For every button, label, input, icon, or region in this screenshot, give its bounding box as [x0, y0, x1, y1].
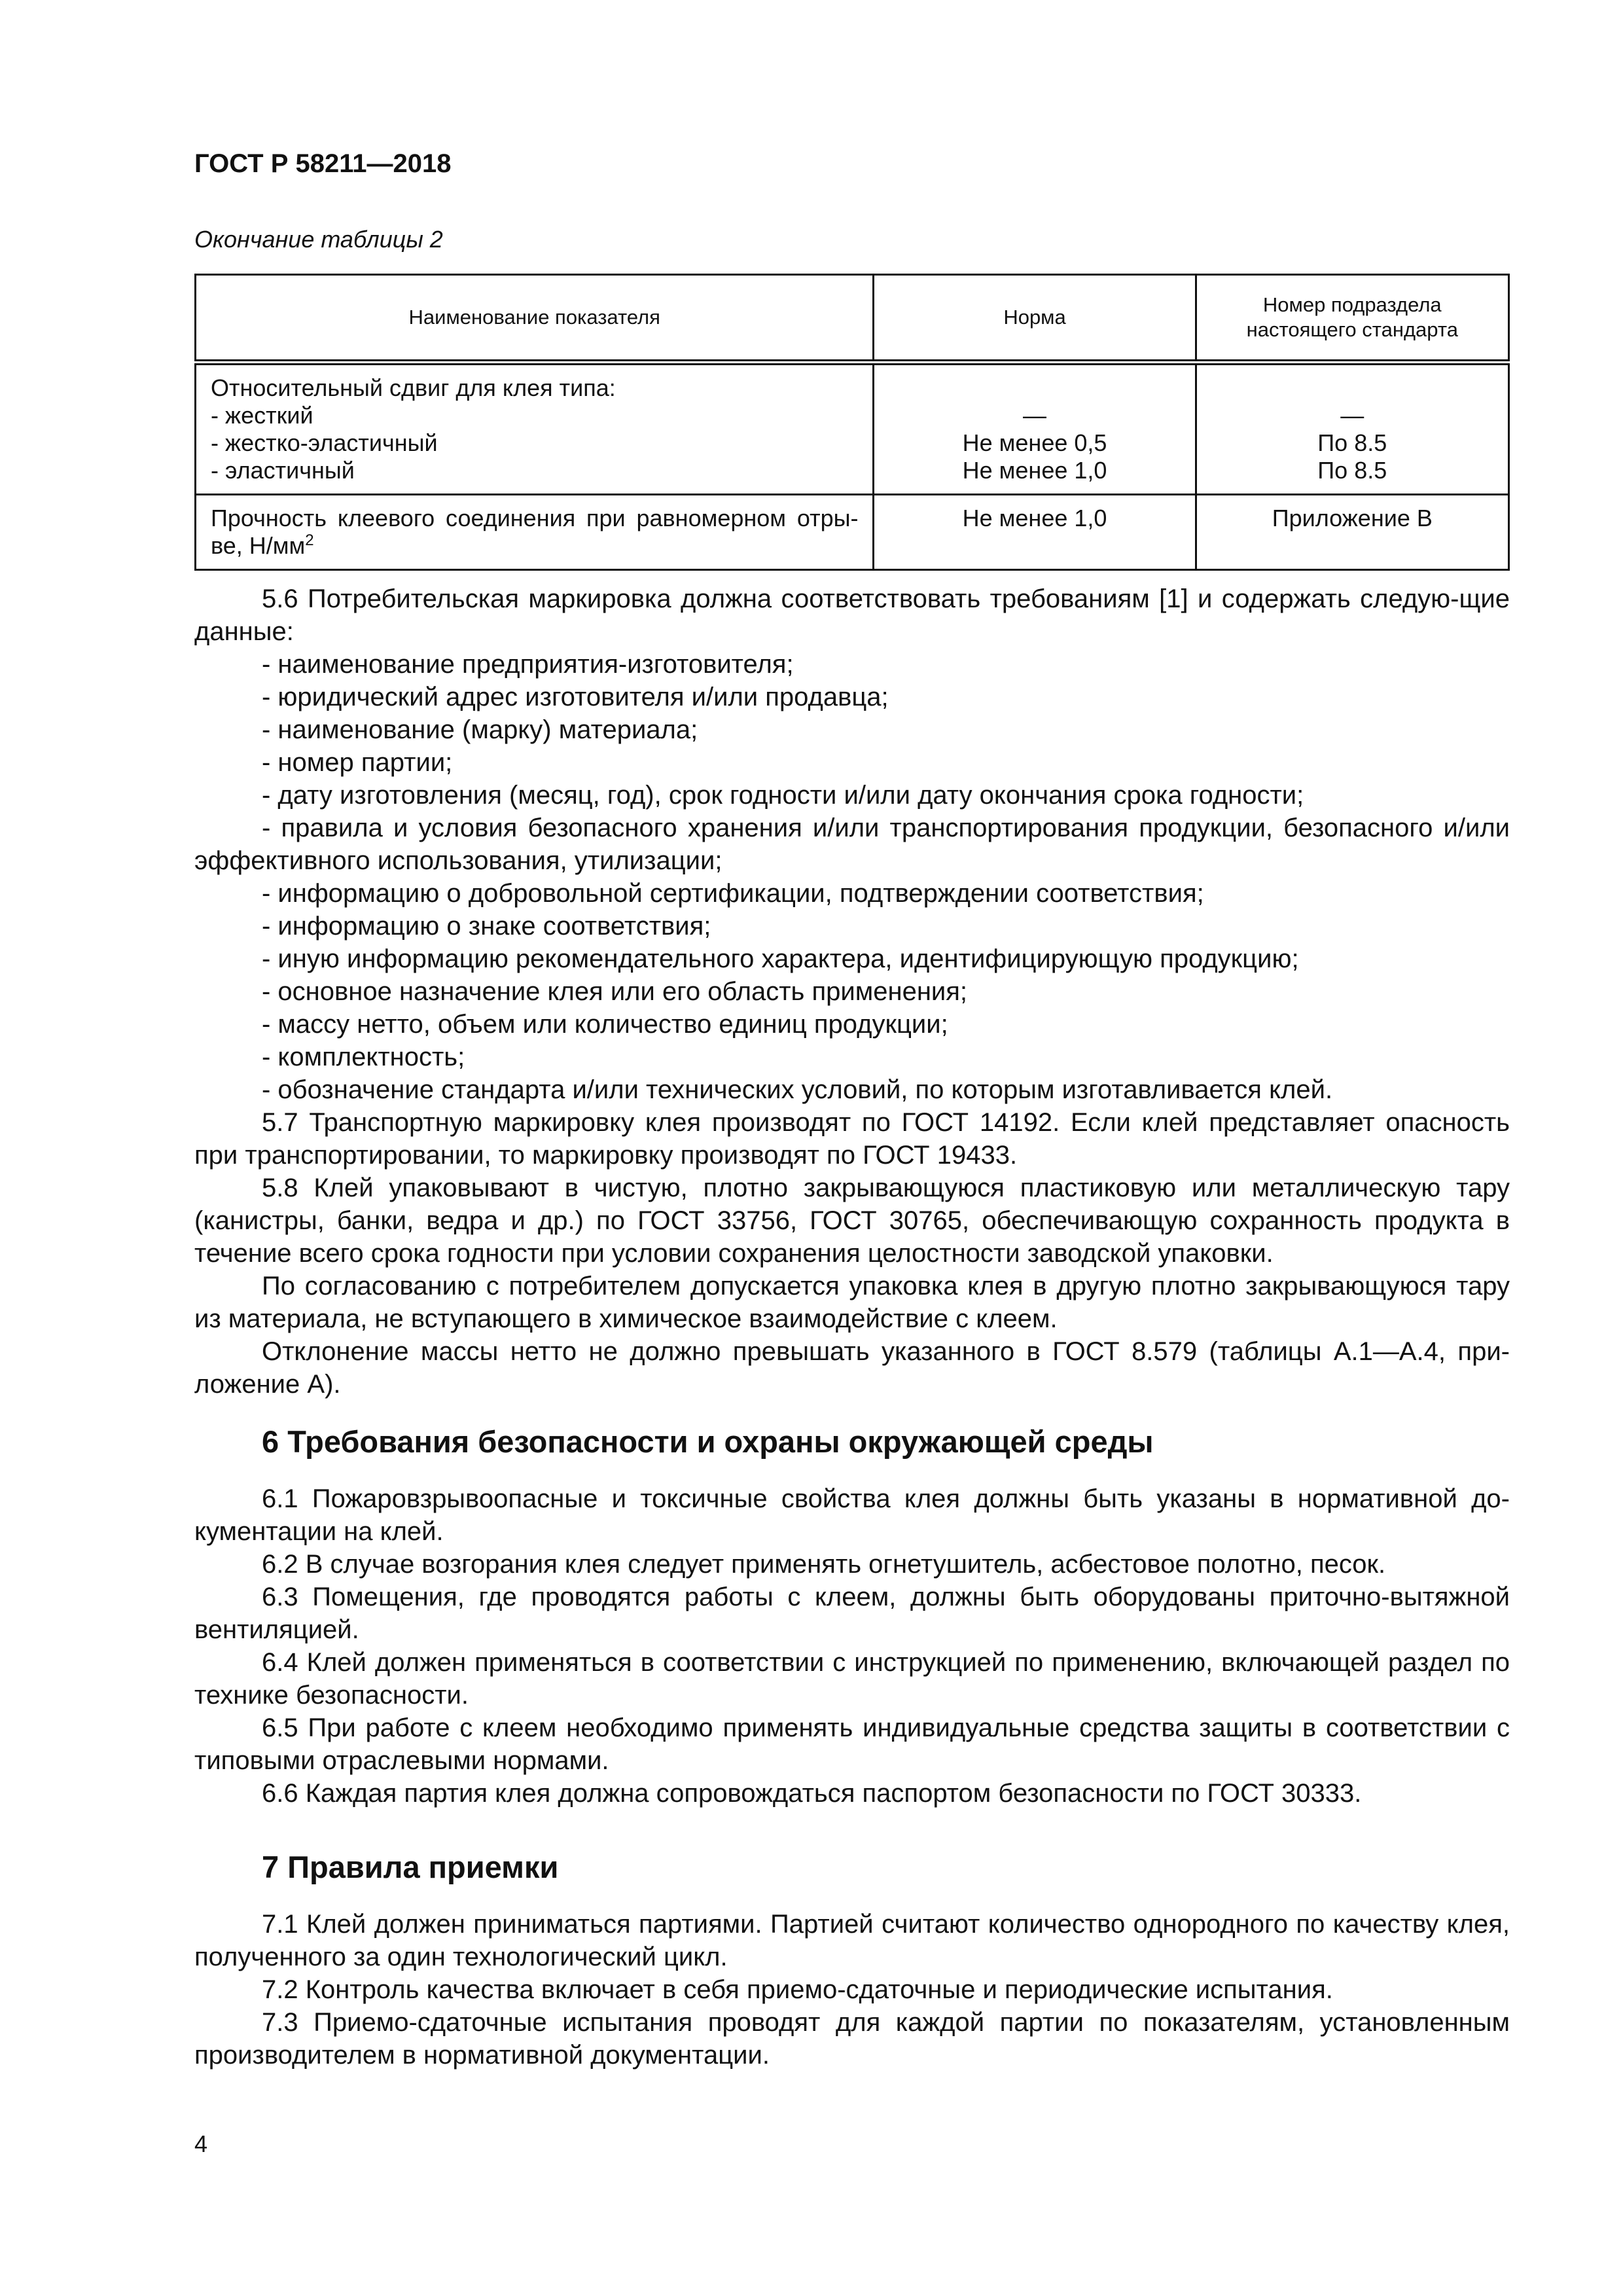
paragraph-6-5: 6.5 При работе с клеем необходимо применять индивидуальные средства защиты в соответствии с типовыми отраслевыми нормами. [194, 1713, 1510, 1775]
page-number: 4 [194, 2130, 208, 2157]
cell-line: Не менее 0,5 [962, 429, 1107, 456]
table-cell-norm [874, 363, 1196, 495]
paragraph-6-2: 6.2 В случае возгорания клея следует применять огнетушитель, асбестовое полотно, песок. [262, 1550, 1386, 1579]
cell-line: - жесткий [211, 402, 313, 429]
list-item: - массу нетто, объем или количество единиц продукции; [262, 1010, 948, 1039]
table-cell-name [196, 363, 874, 495]
section-7-body [194, 1908, 1510, 2072]
list-item: - обозначение стандарта и/или технических условий, по которым изготавливается клей. [262, 1075, 1333, 1104]
list-item: - наименование предприятия-изготовителя; [262, 650, 794, 679]
list-item: - иную информацию рекомендательного характера, идентифицирующую продукцию; [262, 944, 1299, 973]
list-item: - номер партии; [262, 748, 453, 777]
table-row [196, 363, 1509, 495]
paragraph-5-8: 5.8 Клей упаковывают в чистую, плотно закрывающуюся пластиковую или металлическую тару (канистры, банки, ведра и др.) по ГОСТ 33756, ГОСТ 30765, обеспечивающую сохранность продукта в течение всего срока годности при условии сохранения целостности заводской упаковки. [194, 1174, 1510, 1268]
section-7-heading: 7 Правила приемки [262, 1850, 559, 1884]
cell-line: По 8.5 [1317, 457, 1387, 484]
table-row [196, 495, 1509, 570]
cell-line: Относительный сдвиг для клея типа: [211, 374, 616, 401]
section-5-body [194, 583, 1510, 1401]
cell-text: Прочность клеевого соединения при равномерном отры-ве, Н/мм [211, 505, 859, 559]
cell-line: По 8.5 [1317, 429, 1387, 456]
paragraph-6-6: 6.6 Каждая партия клея должна сопровождаться паспортом безопасности по ГОСТ 30333. [262, 1779, 1362, 1808]
table-cell-reference [1196, 363, 1508, 495]
cell-line [889, 374, 1180, 402]
superscript: 2 [305, 531, 314, 549]
table-caption: Окончание таблицы 2 [194, 226, 443, 253]
properties-table [194, 274, 1510, 571]
cell-line: Не менее 1,0 [962, 457, 1107, 484]
paragraph-5-7: 5.7 Транспортную маркировку клея производят по ГОСТ 14192. Если клей представляет опасность при транспортировании, то маркировку производят по ГОСТ 19433. [194, 1108, 1510, 1170]
paragraph-5-8-packaging: По согласованию с потребителем допускается упаковка клея в другую плотно закрывающуюся тару из материала, не вступающего в химическое взаимодействие с клеем. [194, 1272, 1510, 1333]
list-item: - информацию о знаке соответствия; [262, 912, 711, 941]
column-header-name: Наименование показателя [196, 275, 874, 363]
paragraph-5-6: 5.6 Потребительская маркировка должна соответствовать требованиям [1] и содержать следую-щие данные: [194, 584, 1510, 646]
cell-line: - жестко-эластичный [211, 429, 438, 456]
column-header-reference-text: Номер подраздела настоящего стандарта [1246, 293, 1458, 341]
paragraph-6-1: 6.1 Пожаровзрывоопасные и токсичные свойства клея должны быть указаны в нормативной до-кументации на клей. [194, 1484, 1510, 1546]
paragraph-5-8-deviation: Отклонение массы нетто не должно превышать указанного в ГОСТ 8.579 (таблицы А.1—А.4, при-ложение А). [194, 1337, 1510, 1399]
list-item: - дату изготовления (месяц, год), срок годности и/или дату окончания срока годности; [262, 781, 1304, 810]
column-header-reference [1196, 275, 1508, 363]
paragraph-6-3: 6.3 Помещения, где проводятся работы с клеем, должны быть оборудованы приточно-вытяжной вентиляцией. [194, 1583, 1510, 1644]
table-cell-norm: Не менее 1,0 [874, 495, 1196, 570]
section-6-heading: 6 Требования безопасности и охраны окружающей среды [262, 1424, 1154, 1459]
list-item: - наименование (марку) материала; [262, 715, 698, 744]
document-code: ГОСТ Р 58211—2018 [194, 149, 452, 178]
list-item: - комплектность; [262, 1043, 465, 1071]
table-container [194, 274, 1510, 571]
table-cell-reference: Приложение В [1196, 495, 1508, 570]
list-item: - основное назначение клея или его область применения; [262, 977, 968, 1006]
cell-line: — [1023, 402, 1047, 429]
paragraph-7-2: 7.2 Контроль качества включает в себя приемо-сдаточные и периодические испытания. [262, 1975, 1333, 2004]
cell-line: — [1340, 402, 1364, 429]
list-item: - правила и условия безопасного хранения и/или транспортирования продукции, безопасного и/или эффективного использования, утилизации; [194, 814, 1510, 875]
section-6-body [194, 1482, 1510, 1810]
column-header-norm: Норма [874, 275, 1196, 363]
paragraph-6-4: 6.4 Клей должен применяться в соответствии с инструкцией по применению, включающей раздел по технике безопасности. [194, 1648, 1510, 1710]
table-header-row [196, 275, 1509, 363]
cell-line: - эластичный [211, 457, 355, 484]
cell-line [1211, 374, 1493, 402]
paragraph-7-3: 7.3 Приемо-сдаточные испытания проводят для каждой партии по показателям, установленным производителем в нормативной документации. [194, 2008, 1510, 2070]
list-item: - юридический адрес изготовителя и/или продавца; [262, 683, 889, 711]
list-item: - информацию о добровольной сертификации, подтверждении соответствия; [262, 879, 1204, 908]
paragraph-7-1: 7.1 Клей должен приниматься партиями. Партией считают количество однородного по качеству клея, полученного за один технологический цикл. [194, 1910, 1510, 1971]
table-cell-name [196, 495, 874, 570]
